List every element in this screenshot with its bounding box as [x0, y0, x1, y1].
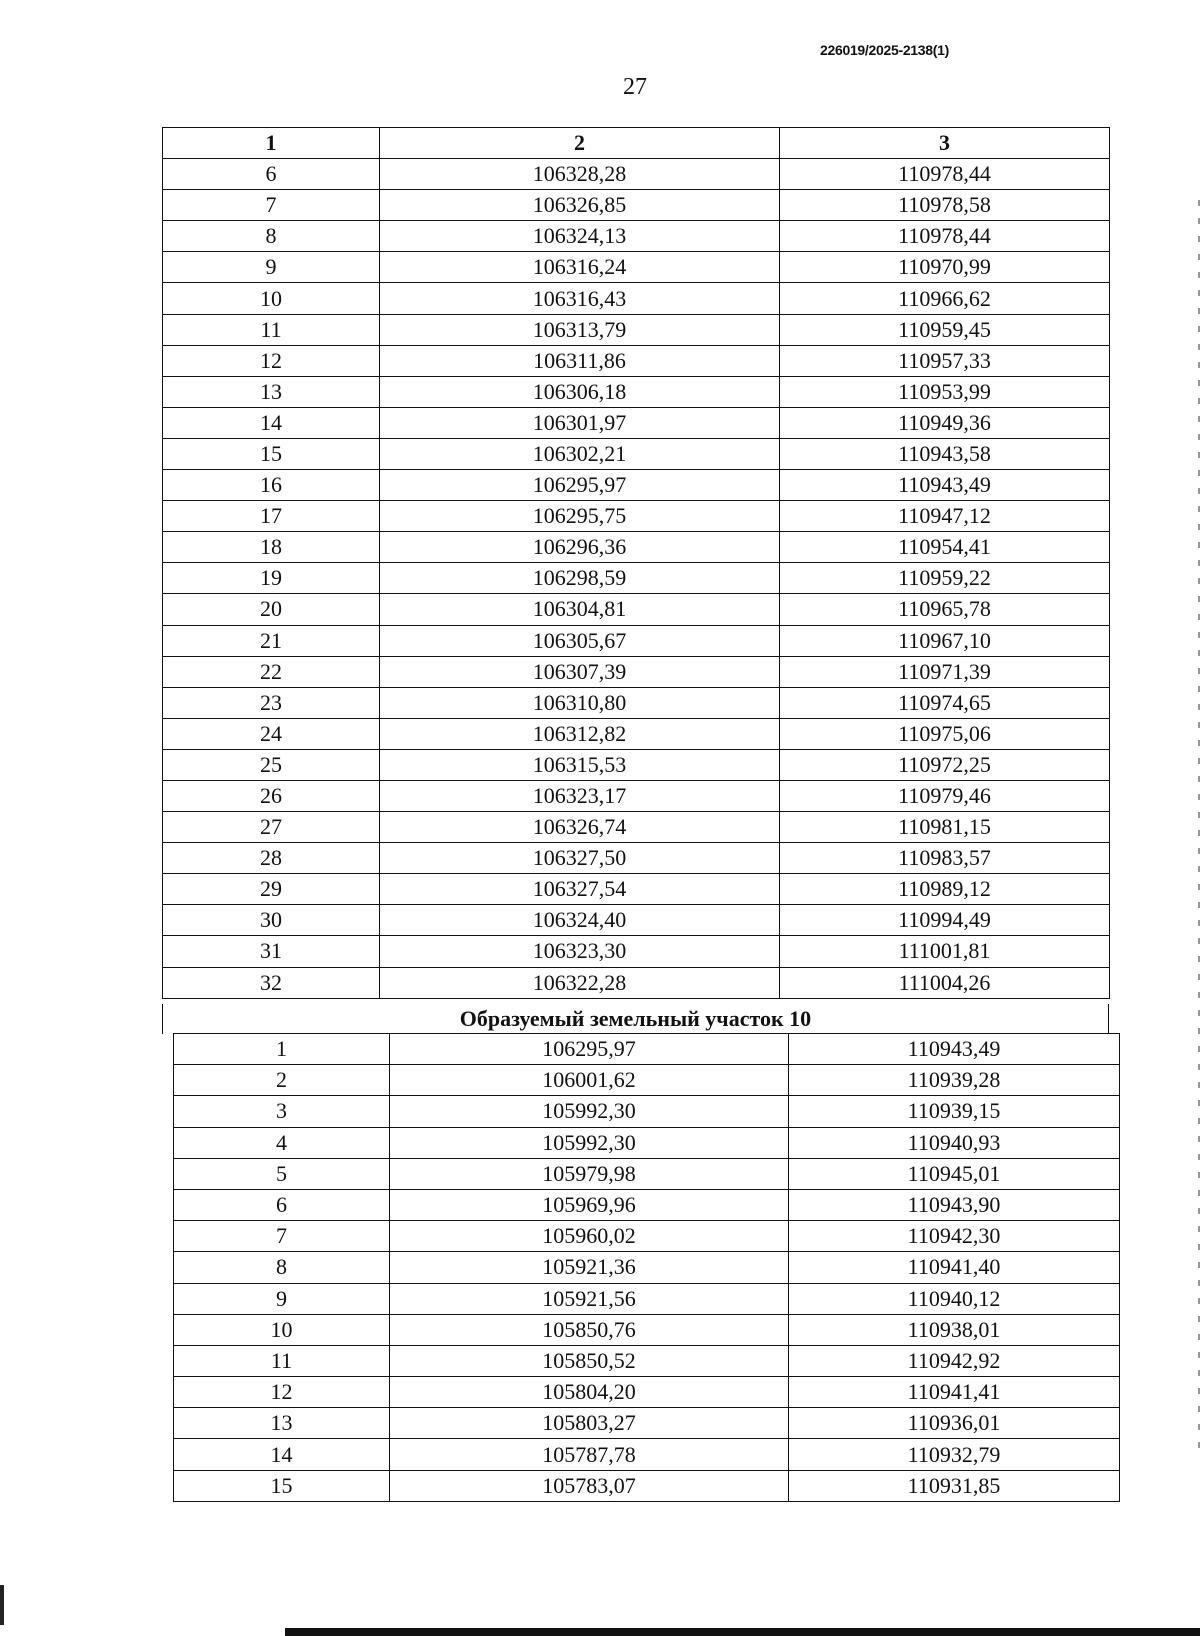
point-number-cell: 22 [163, 656, 380, 687]
y-coordinate-cell: 110979,46 [780, 780, 1110, 811]
x-coordinate-cell: 106323,30 [380, 936, 780, 967]
y-coordinate-cell: 110949,36 [780, 407, 1110, 438]
point-number-cell: 7 [163, 190, 380, 221]
section-coordinates-table [173, 1033, 1120, 1502]
point-number-cell: 11 [174, 1345, 390, 1376]
y-coordinate-cell: 110978,44 [780, 221, 1110, 252]
page-number: 27 [623, 74, 647, 100]
x-coordinate-cell: 105969,96 [390, 1189, 789, 1220]
scan-edge-mark [285, 1628, 1200, 1636]
point-number-cell: 30 [163, 905, 380, 936]
y-coordinate-cell: 110959,22 [780, 563, 1110, 594]
point-number-cell: 8 [174, 1252, 390, 1283]
y-coordinate-cell: 110945,01 [789, 1158, 1120, 1189]
point-number-cell: 13 [174, 1408, 390, 1439]
table-row [163, 718, 1110, 749]
x-coordinate-cell: 105804,20 [390, 1377, 789, 1408]
y-coordinate-cell: 110936,01 [789, 1408, 1120, 1439]
point-number-cell: 28 [163, 843, 380, 874]
table-row [163, 812, 1110, 843]
y-coordinate-cell: 110931,85 [789, 1470, 1120, 1501]
coordinates-table [162, 127, 1110, 999]
y-coordinate-cell: 110943,49 [780, 470, 1110, 501]
y-coordinate-cell: 110994,49 [780, 905, 1110, 936]
table-row [174, 1221, 1120, 1252]
table-row [174, 1377, 1120, 1408]
x-coordinate-cell: 106324,40 [380, 905, 780, 936]
x-coordinate-cell: 106313,79 [380, 314, 780, 345]
table-row [174, 1439, 1120, 1470]
x-coordinate-cell: 105992,30 [390, 1096, 789, 1127]
x-coordinate-cell: 105850,52 [390, 1345, 789, 1376]
point-number-cell: 14 [174, 1439, 390, 1470]
scan-edge-mark [0, 1585, 4, 1625]
table-row [163, 376, 1110, 407]
x-coordinate-cell: 106323,17 [380, 780, 780, 811]
point-number-cell: 8 [163, 221, 380, 252]
x-coordinate-cell: 106298,59 [380, 563, 780, 594]
point-number-cell: 6 [163, 159, 380, 190]
table-row [163, 283, 1110, 314]
y-coordinate-cell: 110940,12 [789, 1283, 1120, 1314]
column-header-3: 3 [780, 128, 1110, 159]
y-coordinate-cell: 110940,93 [789, 1127, 1120, 1158]
x-coordinate-cell: 105783,07 [390, 1470, 789, 1501]
x-coordinate-cell: 106295,75 [380, 501, 780, 532]
table-row [174, 1189, 1120, 1220]
table-row [163, 221, 1110, 252]
table-row [163, 252, 1110, 283]
y-coordinate-cell: 110978,44 [780, 159, 1110, 190]
x-coordinate-cell: 105979,98 [390, 1158, 789, 1189]
table-row [174, 1408, 1120, 1439]
y-coordinate-cell: 110967,10 [780, 625, 1110, 656]
x-coordinate-cell: 106326,74 [380, 812, 780, 843]
y-coordinate-cell: 110947,12 [780, 501, 1110, 532]
x-coordinate-cell: 106306,18 [380, 376, 780, 407]
table-row [163, 532, 1110, 563]
point-number-cell: 21 [163, 625, 380, 656]
table-row [163, 749, 1110, 780]
y-coordinate-cell: 110939,15 [789, 1096, 1120, 1127]
x-coordinate-cell: 106310,80 [380, 687, 780, 718]
table-row [163, 190, 1110, 221]
point-number-cell: 26 [163, 780, 380, 811]
table-row [163, 874, 1110, 905]
point-number-cell: 17 [163, 501, 380, 532]
point-number-cell: 12 [163, 345, 380, 376]
table-row [163, 470, 1110, 501]
section-title: Образуемый земельный участок 10 [162, 1004, 1109, 1034]
x-coordinate-cell: 106311,86 [380, 345, 780, 376]
y-coordinate-cell: 110941,41 [789, 1377, 1120, 1408]
y-coordinate-cell: 110942,92 [789, 1345, 1120, 1376]
y-coordinate-cell: 110932,79 [789, 1439, 1120, 1470]
table-row [163, 936, 1110, 967]
point-number-cell: 14 [163, 407, 380, 438]
y-coordinate-cell: 110943,90 [789, 1189, 1120, 1220]
point-number-cell: 2 [174, 1065, 390, 1096]
x-coordinate-cell: 106326,85 [380, 190, 780, 221]
y-coordinate-cell: 110943,49 [789, 1034, 1120, 1065]
x-coordinate-cell: 106001,62 [390, 1065, 789, 1096]
x-coordinate-cell: 105921,36 [390, 1252, 789, 1283]
point-number-cell: 9 [163, 252, 380, 283]
point-number-cell: 27 [163, 812, 380, 843]
x-coordinate-cell: 106295,97 [380, 470, 780, 501]
point-number-cell: 18 [163, 532, 380, 563]
table-row [163, 843, 1110, 874]
point-number-cell: 5 [174, 1158, 390, 1189]
x-coordinate-cell: 106324,13 [380, 221, 780, 252]
y-coordinate-cell: 110959,45 [780, 314, 1110, 345]
table-row [163, 159, 1110, 190]
y-coordinate-cell: 110972,25 [780, 749, 1110, 780]
table-row [174, 1283, 1120, 1314]
x-coordinate-cell: 106295,97 [390, 1034, 789, 1065]
point-number-cell: 29 [163, 874, 380, 905]
table-row [163, 780, 1110, 811]
point-number-cell: 10 [174, 1314, 390, 1345]
x-coordinate-cell: 106301,97 [380, 407, 780, 438]
y-coordinate-cell: 110966,62 [780, 283, 1110, 314]
point-number-cell: 19 [163, 563, 380, 594]
y-coordinate-cell: 110971,39 [780, 656, 1110, 687]
table-row [174, 1096, 1120, 1127]
x-coordinate-cell: 106296,36 [380, 532, 780, 563]
x-coordinate-cell: 105960,02 [390, 1221, 789, 1252]
point-number-cell: 10 [163, 283, 380, 314]
point-number-cell: 32 [163, 967, 380, 998]
point-number-cell: 3 [174, 1096, 390, 1127]
x-coordinate-cell: 106302,21 [380, 438, 780, 469]
x-coordinate-cell: 106328,28 [380, 159, 780, 190]
x-coordinate-cell: 105992,30 [390, 1127, 789, 1158]
point-number-cell: 6 [174, 1189, 390, 1220]
point-number-cell: 31 [163, 936, 380, 967]
x-coordinate-cell: 106312,82 [380, 718, 780, 749]
y-coordinate-cell: 110953,99 [780, 376, 1110, 407]
table-row [163, 501, 1110, 532]
table-row [174, 1034, 1120, 1065]
point-number-cell: 25 [163, 749, 380, 780]
y-coordinate-cell: 111004,26 [780, 967, 1110, 998]
x-coordinate-cell: 106316,24 [380, 252, 780, 283]
x-coordinate-cell: 105803,27 [390, 1408, 789, 1439]
y-coordinate-cell: 110939,28 [789, 1065, 1120, 1096]
table-header-row [163, 128, 1110, 159]
table-row [163, 967, 1110, 998]
y-coordinate-cell: 110978,58 [780, 190, 1110, 221]
x-coordinate-cell: 105850,76 [390, 1314, 789, 1345]
y-coordinate-cell: 110975,06 [780, 718, 1110, 749]
point-number-cell: 11 [163, 314, 380, 345]
point-number-cell: 13 [163, 376, 380, 407]
y-coordinate-cell: 110942,30 [789, 1221, 1120, 1252]
point-number-cell: 15 [174, 1470, 390, 1501]
point-number-cell: 15 [163, 438, 380, 469]
y-coordinate-cell: 110970,99 [780, 252, 1110, 283]
point-number-cell: 1 [174, 1034, 390, 1065]
x-coordinate-cell: 105921,56 [390, 1283, 789, 1314]
x-coordinate-cell: 106304,81 [380, 594, 780, 625]
x-coordinate-cell: 106327,54 [380, 874, 780, 905]
table-row [163, 345, 1110, 376]
point-number-cell: 23 [163, 687, 380, 718]
table-row [163, 687, 1110, 718]
table-row [174, 1470, 1120, 1501]
column-header-1: 1 [163, 128, 380, 159]
x-coordinate-cell: 106327,50 [380, 843, 780, 874]
table-row [163, 314, 1110, 345]
y-coordinate-cell: 110954,41 [780, 532, 1110, 563]
x-coordinate-cell: 105787,78 [390, 1439, 789, 1470]
table-row [163, 594, 1110, 625]
table-row [174, 1158, 1120, 1189]
y-coordinate-cell: 110974,65 [780, 687, 1110, 718]
y-coordinate-cell: 110989,12 [780, 874, 1110, 905]
x-coordinate-cell: 106315,53 [380, 749, 780, 780]
x-coordinate-cell: 106316,43 [380, 283, 780, 314]
x-coordinate-cell: 106305,67 [380, 625, 780, 656]
y-coordinate-cell: 110938,01 [789, 1314, 1120, 1345]
y-coordinate-cell: 110983,57 [780, 843, 1110, 874]
column-header-2: 2 [380, 128, 780, 159]
table-row [174, 1127, 1120, 1158]
point-number-cell: 20 [163, 594, 380, 625]
x-coordinate-cell: 106307,39 [380, 656, 780, 687]
table-row [174, 1314, 1120, 1345]
point-number-cell: 9 [174, 1283, 390, 1314]
table-row [174, 1065, 1120, 1096]
table-row [163, 563, 1110, 594]
table-row [163, 407, 1110, 438]
y-coordinate-cell: 110941,40 [789, 1252, 1120, 1283]
y-coordinate-cell: 111001,81 [780, 936, 1110, 967]
table-row [163, 905, 1110, 936]
point-number-cell: 7 [174, 1221, 390, 1252]
y-coordinate-cell: 110965,78 [780, 594, 1110, 625]
table-row [163, 625, 1110, 656]
y-coordinate-cell: 110981,15 [780, 812, 1110, 843]
y-coordinate-cell: 110957,33 [780, 345, 1110, 376]
table-row [174, 1345, 1120, 1376]
x-coordinate-cell: 106322,28 [380, 967, 780, 998]
table-row [163, 656, 1110, 687]
point-number-cell: 24 [163, 718, 380, 749]
point-number-cell: 12 [174, 1377, 390, 1408]
table-row [174, 1252, 1120, 1283]
y-coordinate-cell: 110943,58 [780, 438, 1110, 469]
table-row [163, 438, 1110, 469]
point-number-cell: 4 [174, 1127, 390, 1158]
point-number-cell: 16 [163, 470, 380, 501]
document-number: 226019/2025-2138(1) [820, 42, 949, 58]
